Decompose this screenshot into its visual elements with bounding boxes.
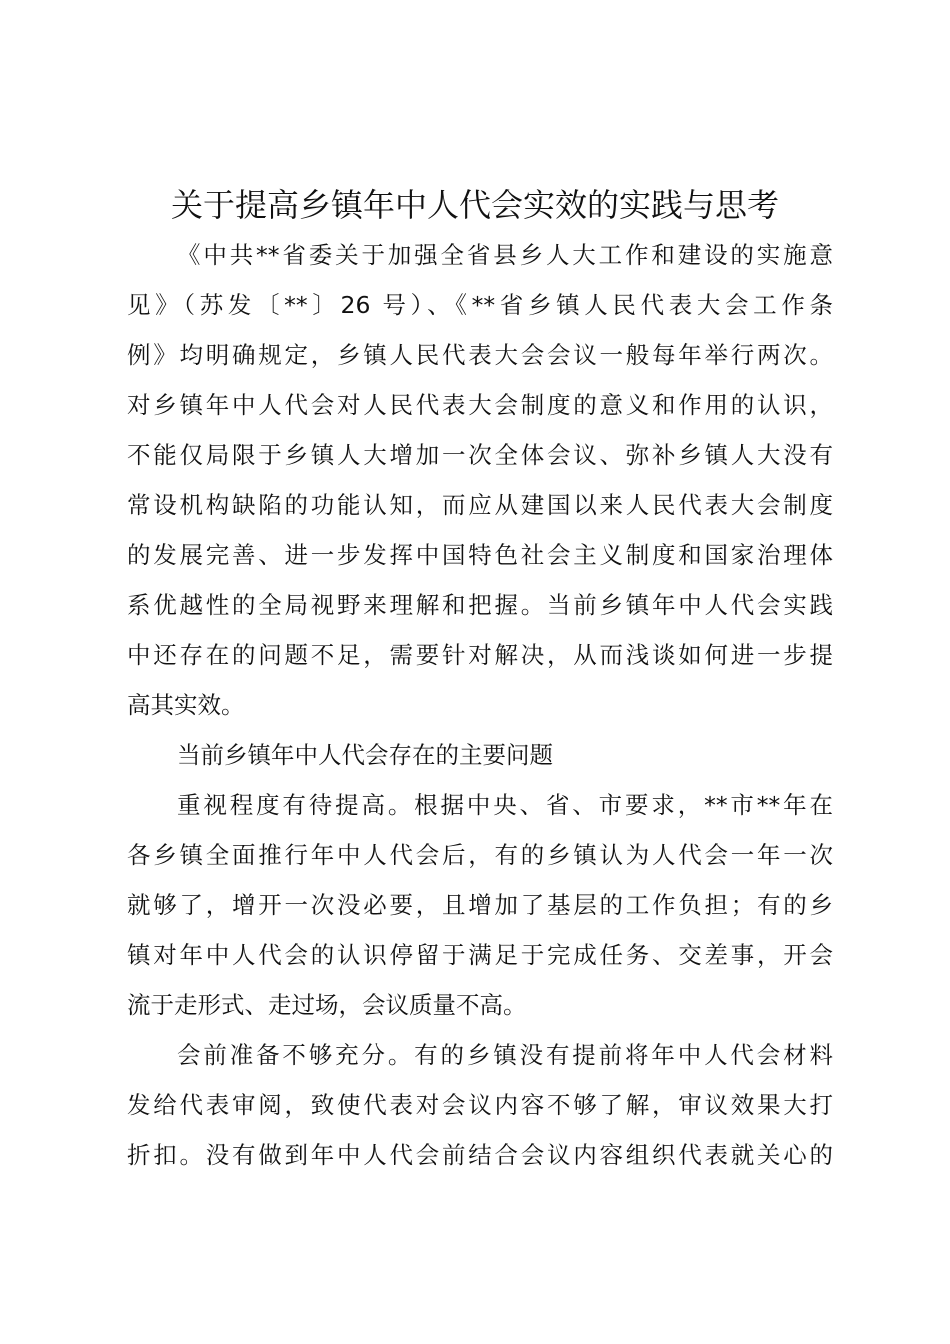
- text-line: 系优越性的全局视野来理解和把握。当前乡镇年中人代会实践: [127, 591, 833, 619]
- document-title: 关于提高乡镇年中人代会实效的实践与思考: [170, 186, 779, 224]
- paragraph-preparation: [127, 1030, 833, 1180]
- text-line: 各乡镇全面推行年中人代会后，有的乡镇认为人代会一年一次: [127, 841, 833, 869]
- text-line: 流于走形式、走过场，会议质量不高。: [127, 991, 527, 1019]
- text-line: 对乡镇年中人代会对人民代表大会制度的意义和作用的认识，: [127, 391, 833, 419]
- section-heading: 当前乡镇年中人代会存在的主要问题: [177, 741, 553, 769]
- text-line: 中还存在的问题不足，需要针对解决，从而浅谈如何进一步提: [127, 641, 833, 669]
- text-line: 的发展完善、进一步发挥中国特色社会主义制度和国家治理体: [127, 541, 833, 569]
- document-body: [127, 230, 833, 1180]
- paragraph-attention: [127, 780, 833, 1030]
- text-line: 见》（苏发〔**〕26 号）、《**省乡镇人民代表大会工作条: [127, 291, 833, 319]
- text-line: 不能仅局限于乡镇人大增加一次全体会议、弥补乡镇人大没有: [127, 441, 833, 469]
- text-line: 发给代表审阅，致使代表对会议内容不够了解，审议效果大打: [127, 1091, 833, 1119]
- text-line: 就够了，增开一次没必要，且增加了基层的工作负担；有的乡: [127, 891, 833, 919]
- text-line: 折扣。没有做到年中人代会前结合会议内容组织代表就关心的: [127, 1141, 833, 1169]
- paragraph-intro: [127, 230, 833, 730]
- text-line: 常设机构缺陷的功能认知，而应从建国以来人民代表大会制度: [127, 491, 833, 519]
- text-line: 例》均明确规定，乡镇人民代表大会会议一般每年举行两次。: [127, 341, 833, 369]
- text-line: 《中共**省委关于加强全省县乡人大工作和建设的实施意: [177, 241, 833, 269]
- text-line: 高其实效。: [127, 691, 245, 719]
- text-line: 重视程度有待提高。根据中央、省、市要求，**市**年在: [177, 791, 833, 819]
- text-line: 镇对年中人代会的认识停留于满足于完成任务、交差事，开会: [127, 941, 833, 969]
- text-line: 会前准备不够充分。有的乡镇没有提前将年中人代会材料: [177, 1041, 833, 1069]
